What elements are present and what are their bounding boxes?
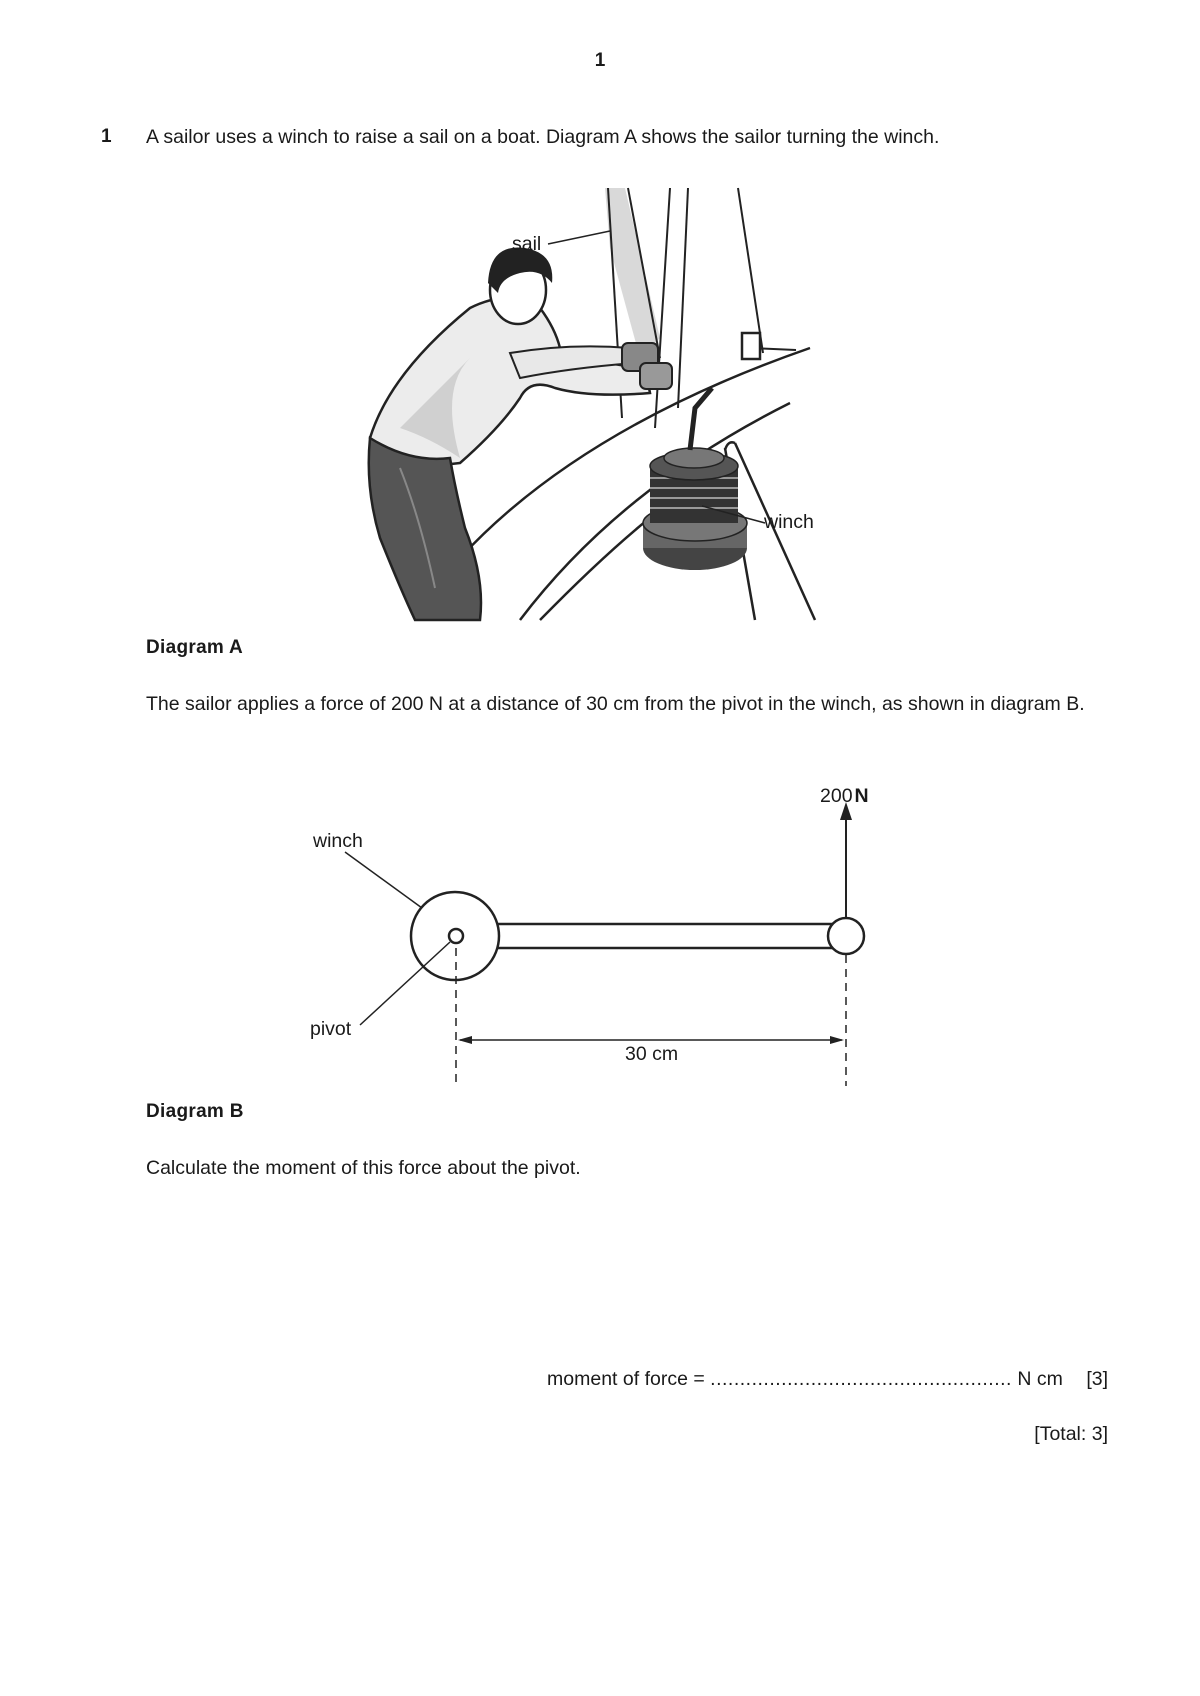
handle-end-circle: [828, 918, 864, 954]
winch-b-pointer: [345, 852, 422, 908]
total-marks: [Total: 3]: [1034, 1423, 1108, 1445]
cleat: [742, 333, 760, 359]
diagram-b-caption: Diagram B: [146, 1101, 244, 1122]
distance-label: 30 cm: [625, 1043, 679, 1065]
diagram-a-caption: Diagram A: [146, 637, 244, 658]
pivot-point: [449, 929, 463, 943]
diagram-b-schematic: [300, 780, 900, 1090]
page-number: 1: [594, 50, 606, 71]
pivot-label: pivot: [310, 1018, 352, 1040]
winch-body: [643, 448, 747, 570]
info-text: The sailor applies a force of 200 N at a distance of 30 cm from the pivot in the winch, as shown in diagram B.: [146, 693, 1085, 715]
answer-line: [547, 1368, 1108, 1391]
answer-marks: [3]: [1086, 1368, 1108, 1390]
answer-label: moment of force =: [547, 1368, 705, 1390]
lever-bar: [452, 924, 842, 948]
pivot-pointer: [360, 942, 450, 1025]
sailor-trousers: [369, 438, 481, 620]
sail-pointer: [548, 231, 610, 244]
dimension-arrow-right: [830, 1036, 844, 1044]
diagram-a-illustration: [360, 188, 814, 620]
winch-label-b: winch: [313, 830, 363, 852]
force-value: 200: [820, 785, 853, 807]
answer-field[interactable]: ...................................................: [710, 1368, 1012, 1390]
winch-label-a: winch: [764, 511, 814, 533]
question-number: 1: [101, 126, 112, 147]
dimension-arrow-left: [458, 1036, 472, 1044]
sail-label: sail: [512, 233, 542, 255]
question-prompt: Calculate the moment of this force about the pivot.: [146, 1157, 581, 1179]
force-label: [820, 785, 869, 807]
answer-unit: N cm: [1017, 1368, 1063, 1390]
question-text: A sailor uses a winch to raise a sail on a boat. Diagram A shows the sailor turning the winch.: [146, 126, 940, 148]
winch-handle: [690, 388, 712, 450]
force-unit: N: [854, 785, 869, 807]
